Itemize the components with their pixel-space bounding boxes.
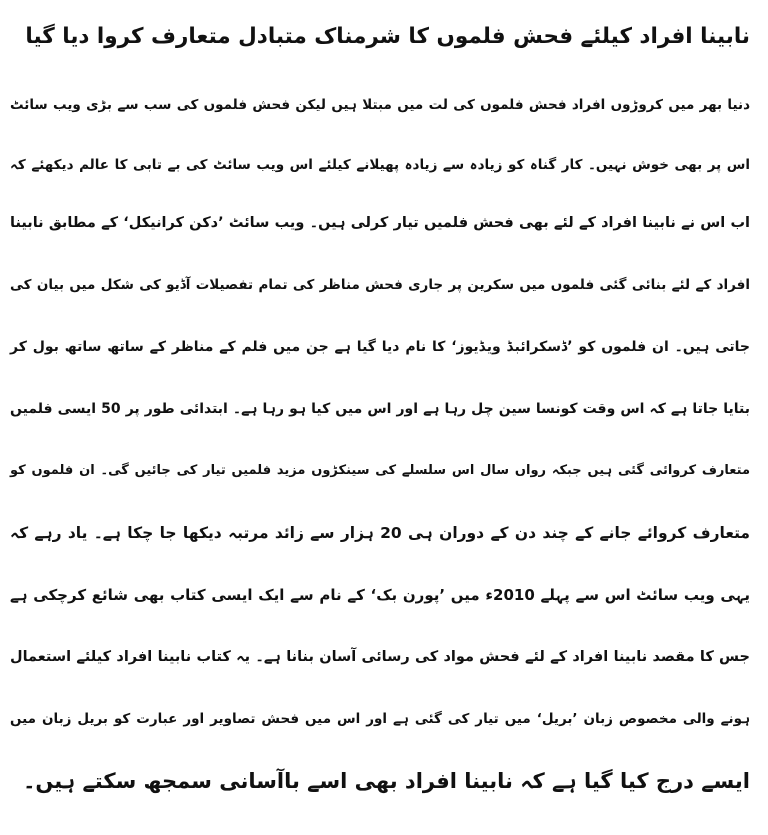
article-body-line: دنیا بھر میں کروڑوں افراد فحش فلموں کی لت میں مبتلا ہیں لیکن فحش فلموں کی سب سے بڑی ویب سائٹ — [10, 97, 750, 113]
article-headline: نابینا افراد کیلئے فحش فلموں کا شرمناک متبادل متعارف کروا دیا گیا — [25, 24, 750, 49]
article-body-line: جاتی ہیں۔ ان فلموں کو ’ڈسکرائبڈ ویڈیوز‘ کا نام دیا گیا ہے جن میں فلم کے مناظر کے ساتھ ساتھ بول کر — [10, 339, 750, 355]
article-body-line: ہونے والی مخصوص زبان ’بریل‘ میں تیار کی گئی ہے اور اس میں فحش تصاویر اور عبارت کو بریل زبان میں — [10, 711, 750, 727]
article-body-line: بتایا جاتا ہے کہ اس وقت کونسا سین چل رہا ہے اور اس میں کیا ہو رہا ہے۔ ابتدائی طور پر 50 ایسی فلمیں — [10, 401, 751, 417]
article-body-line: جس کا مقصد نابینا افراد کے لئے فحش مواد کی رسائی آسان بنانا ہے۔ یہ کتاب نابینا افراد کیلئے استعمال — [10, 649, 750, 665]
article-body-line: متعارف کروائی گئی ہیں جبکہ رواں سال اس سلسلے کی سینکڑوں مزید فلمیں تیار کی جائیں گی۔ ان فلموں کو — [10, 463, 750, 478]
article-body-line: اب اس نے نابینا افراد کے لئے بھی فحش فلمیں تیار کرلی ہیں۔ ویب سائٹ ’دکن کرانیکل‘ کے مطابق نابینا — [10, 215, 750, 231]
article-body-line: افراد کے لئے بنائی گئی فلموں میں سکرین پر جاری فحش مناظر کی تمام تفصیلات آڈیو کی شکل میں بیان کی — [10, 277, 750, 293]
article-body-line: اس پر بھی خوش نہیں۔ کار گناہ کو زیادہ سے زیادہ پھیلانے کیلئے اس ویب سائٹ کی بے تابی کا عالم دیکھئے کہ — [10, 157, 750, 173]
article-body-line: ایسے درج کیا گیا ہے کہ نابینا افراد بھی اسے باآسانی سمجھ سکتے ہیں۔ — [23, 769, 750, 793]
article-body-line: متعارف کروائے جانے کے چند دن کے دوران ہی 20 ہزار سے زائد مرتبہ دیکھا جا چکا ہے۔ یاد رہے کہ — [10, 524, 751, 542]
article-body-line: یہی ویب سائٹ اس سے پہلے 2010ء میں ’پورن بک‘ کے نام سے ایک ایسی کتاب بھی شائع کرچکی ہے — [10, 586, 751, 604]
